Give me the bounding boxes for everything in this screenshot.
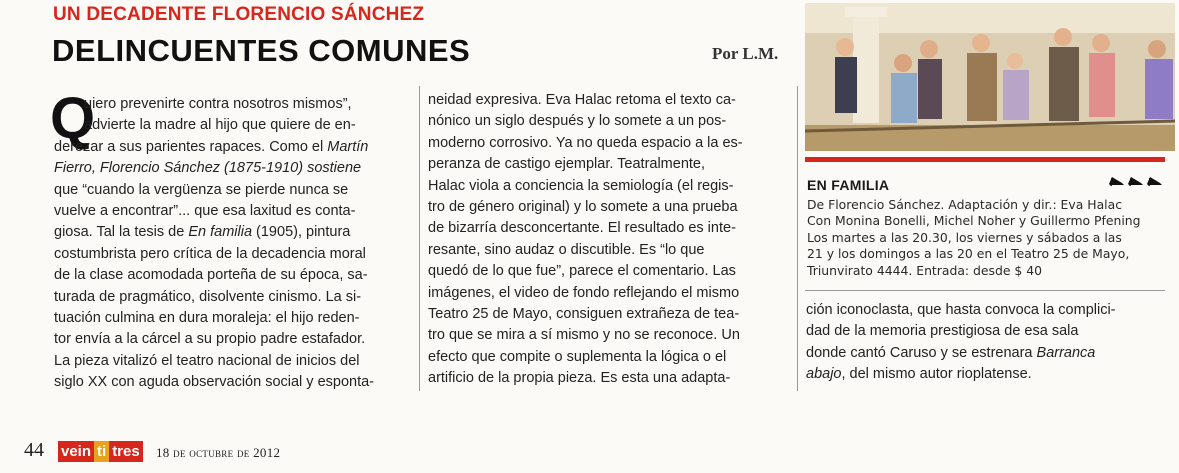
text-line: uiero prevenirte contra nosotros mismos”, [84, 96, 352, 112]
text-line: giosa. Tal la tesis de En familia (1905), pintura [54, 224, 351, 241]
text-line: dad de la memoria prestigiosa de esa sala [806, 323, 1079, 340]
text-line: moderno corrosivo. Ya no queda espacio a la es- [428, 134, 743, 151]
text-line: La pieza vitalizó el teatro nacional de inicios del [54, 352, 360, 369]
credits-line: Triunvirato 4444. Entrada: desde $ 40 [807, 262, 1042, 278]
text-line: resante, sino audaz o discutible. Es “lo que [428, 241, 705, 258]
text-line: ción iconoclasta, que hasta convoca la complici- [806, 302, 1116, 318]
drop-cap: Q [50, 86, 96, 151]
text-line: tuación culmina en dura moraleja: el hijo reden- [54, 310, 360, 327]
cast-photo-illustration [805, 3, 1175, 151]
text-line: siglo XX con aguda observación social y esponta- [54, 374, 374, 391]
italic-title: abajo [806, 366, 842, 383]
column-divider [797, 86, 798, 391]
logo-part: tres [109, 441, 143, 462]
play-photo [805, 3, 1175, 151]
text-line: peranza de castigo ejemplar. Teatralmente, [428, 156, 706, 173]
text-line: turada de pragmático, disolvente cinismo. La si- [54, 288, 362, 305]
sidebar-divider [805, 290, 1165, 291]
italic-title: En familia [188, 224, 253, 241]
text-line: de la clase acomodada porteña de su época, sa- [54, 267, 368, 284]
text-line: artificio de la propia pieza. Es esta una adapta- [428, 370, 731, 387]
credits-line: Con Monina Bonelli, Michel Noher y Guillermo Pfening [807, 213, 1141, 229]
italic-title: Martín [327, 138, 369, 155]
sidebar-heading: EN FAMILIA [807, 177, 890, 193]
text-line [54, 158, 412, 179]
text-line: quedó de lo que fue”, parece el comentario. Las [428, 263, 736, 280]
italic-title: Barranca [1036, 344, 1096, 361]
rating-stars [1108, 171, 1164, 187]
article-column-3 [806, 300, 1166, 386]
text-line: derezar a sus parientes rapaces. Como el Martín [54, 138, 369, 155]
text-line: tor envía a la cárcel a su propio padre estafador. [54, 331, 366, 348]
credits-line: 21 y los domingos a las 20 en el Teatro 25 de Mayo, [807, 246, 1130, 262]
article-column-1 [54, 94, 412, 394]
text-line: donde cantó Caruso y se estrenara Barranca [806, 344, 1096, 361]
logo-part: vein [58, 441, 94, 462]
text-line: vuelve a encontrar”... que esa laxitud es conta- [54, 203, 356, 220]
sidebar-accent-bar [805, 157, 1165, 162]
italic-title: Fierro, Florencio Sánchez (1875-1910) sostiene [54, 160, 362, 177]
article-column-2 [428, 90, 788, 390]
text-line: costumbrista pero crítica de la decadencia moral [54, 245, 366, 262]
text-line: abajo, del mismo autor rioplatense. [806, 366, 1032, 383]
text-line: efecto que compite o suplementa la lógica o el [428, 348, 727, 365]
text-line: que “cuando la vergüenza se pierde nunca se [54, 181, 349, 198]
text-line: Teatro 25 de Mayo, consiguen extrañeza de tea- [428, 306, 740, 323]
text-line: advierte la madre al hijo que quiere de en- [84, 117, 356, 134]
credits-line: De Florencio Sánchez. Adaptación y dir.: Eva Halac [807, 197, 1123, 212]
text-line: neidad expresiva. Eva Halac retoma el texto ca- [428, 92, 736, 108]
text-line: Halac viola a conciencia la semiología (el regis- [428, 177, 734, 194]
issue-date: 18 de octubre de 2012 [156, 445, 281, 460]
text-line: tro que se mira a sí mismo y no se reconoce. Un [428, 327, 740, 344]
high-heel-shoe-icon [1128, 177, 1143, 186]
byline: Por L.M. [712, 44, 779, 63]
page-number: 44 [24, 439, 44, 461]
magazine-logo [58, 441, 143, 462]
text-line: nónico un siglo después y lo somete a un pos- [428, 113, 727, 130]
logo-part: ti [94, 441, 109, 462]
text-line: de bizarría desconcertante. El resultado es inte- [428, 220, 736, 237]
high-heel-shoe-icon [1109, 177, 1124, 186]
kicker: UN DECADENTE FLORENCIO SÁNCHEZ [53, 4, 425, 25]
sidebar-credits [807, 197, 1141, 279]
article-title: DELINCUENTES COMUNES [52, 33, 471, 68]
credits-line: Los martes a las 20.30, los viernes y sábados a las [807, 229, 1122, 245]
text-line: imágenes, el video de fondo reflejando el mismo [428, 284, 740, 301]
high-heel-shoe-icon [1147, 177, 1162, 186]
column-divider [419, 86, 420, 391]
text-line: tro de género original) y lo somete a una prueba [428, 199, 738, 216]
